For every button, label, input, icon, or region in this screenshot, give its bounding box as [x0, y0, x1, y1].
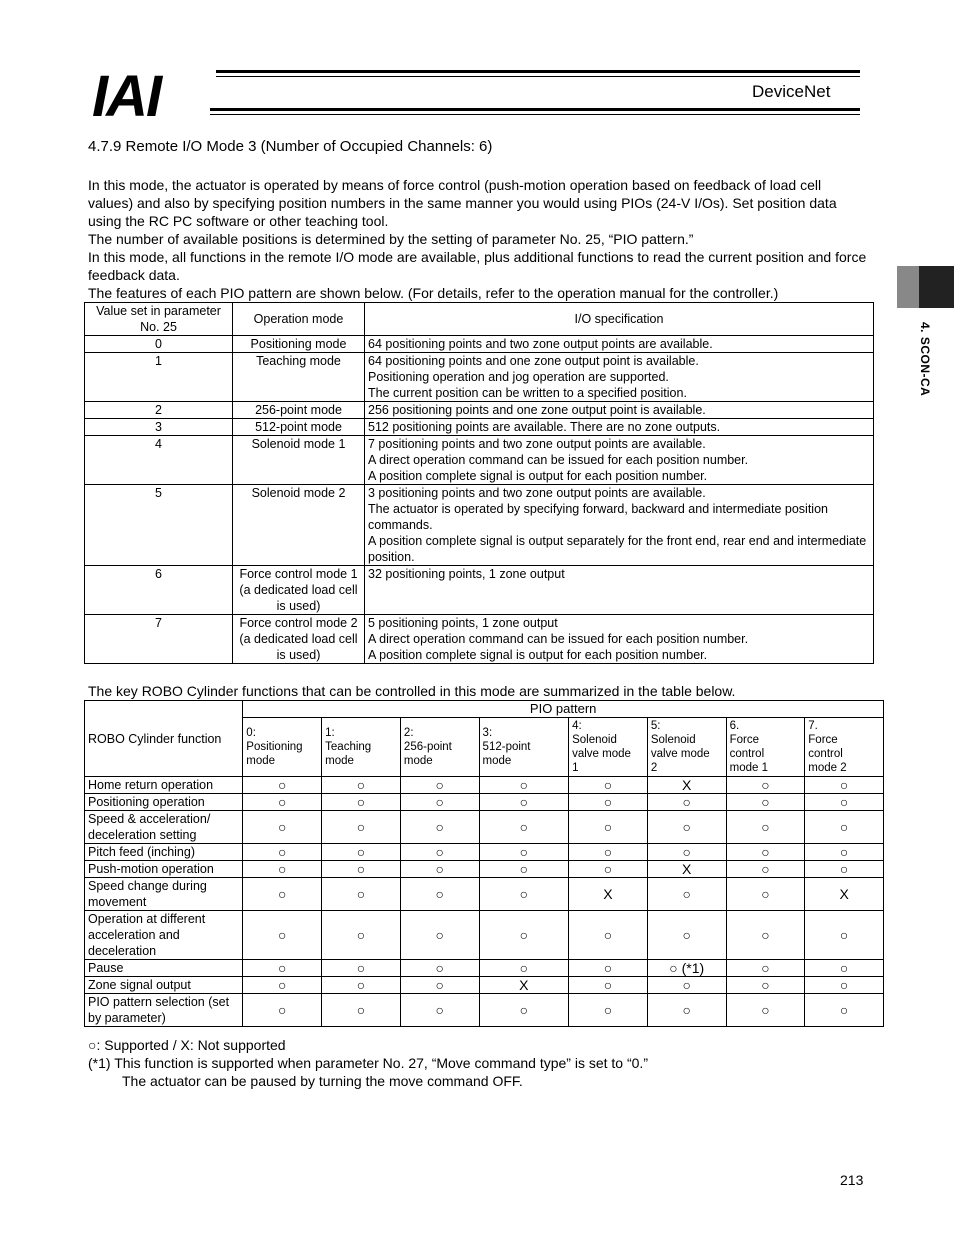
- pattern-header: 5: Solenoid valve mode 2: [647, 718, 726, 777]
- support-mark: ○: [569, 811, 648, 844]
- io-specification: [365, 336, 874, 353]
- support-mark: ○: [726, 878, 805, 911]
- io-specification: [365, 402, 874, 419]
- support-mark: ○: [479, 911, 569, 960]
- support-mark: ○: [322, 811, 401, 844]
- spec-line: 5 positioning points, 1 zone output: [368, 616, 558, 630]
- table-row: [85, 878, 884, 911]
- support-mark: ○: [322, 994, 401, 1027]
- table-row: [85, 794, 884, 811]
- parameter-value: 3: [85, 419, 233, 436]
- operation-mode: Force control mode 2 (a dedicated load cell is used): [233, 615, 365, 664]
- spec-line: Positioning operation and jog operation are supported.: [368, 370, 669, 384]
- support-mark: ○: [400, 960, 479, 977]
- function-name: Operation at different acceleration and deceleration: [85, 911, 243, 960]
- support-mark: ○: [479, 960, 569, 977]
- pattern-header: 3: 512-point mode: [479, 718, 569, 777]
- support-mark: X: [647, 777, 726, 794]
- support-mark: ○: [243, 994, 322, 1027]
- support-mark: ○: [400, 811, 479, 844]
- column-header: Operation mode: [233, 303, 365, 336]
- parameter-value: 6: [85, 566, 233, 615]
- support-mark: X: [647, 861, 726, 878]
- section-heading: 4.7.9 Remote I/O Mode 3 (Number of Occupied Channels: 6): [88, 138, 493, 155]
- spec-line: The actuator is operated by specifying forward, backward and intermediate position commands.: [368, 502, 828, 532]
- paragraph: In this mode, the actuator is operated by means of force control (push-motion operation based on feedback of load cell values) and also by specifying position numbers in the same manner you would using PIOs (24-V I/Os). Set position data using the RC PC software or other teaching tool.: [88, 177, 837, 229]
- spec-line: 3 positioning points and two zone output points are available.: [368, 486, 706, 500]
- io-specification: [365, 353, 874, 402]
- iai-logo: IAI: [92, 64, 161, 129]
- support-mark: ○: [805, 994, 884, 1027]
- parameter-value: 5: [85, 485, 233, 566]
- support-mark: ○ (*1): [647, 960, 726, 977]
- table-row: [85, 861, 884, 878]
- function-table: [84, 700, 884, 1027]
- table-row: [85, 615, 874, 664]
- operation-mode: Solenoid mode 1: [233, 436, 365, 485]
- support-mark: ○: [400, 777, 479, 794]
- table-row: [85, 353, 874, 402]
- support-mark: ○: [805, 960, 884, 977]
- page-number: 213: [840, 1172, 864, 1188]
- pattern-header: 4: Solenoid valve mode 1: [569, 718, 648, 777]
- support-mark: ○: [322, 960, 401, 977]
- function-name: Positioning operation: [85, 794, 243, 811]
- table-row: [85, 960, 884, 977]
- pattern-header: 1: Teaching mode: [322, 718, 401, 777]
- support-mark: ○: [726, 977, 805, 994]
- column-header: I/O specification: [365, 303, 874, 336]
- support-mark: ○: [322, 911, 401, 960]
- support-mark: ○: [647, 977, 726, 994]
- paragraph: The key ROBO Cylinder functions that can be controlled in this mode are summarized in the table below.: [88, 683, 736, 699]
- support-mark: ○: [647, 878, 726, 911]
- function-name: Speed & acceleration/ deceleration setting: [85, 811, 243, 844]
- support-mark: ○: [569, 777, 648, 794]
- paragraph: The features of each PIO pattern are shown below. (For details, refer to the operation manual for the controller.): [88, 285, 779, 301]
- support-mark: ○: [322, 844, 401, 861]
- table-row: [85, 977, 884, 994]
- function-name: Speed change during movement: [85, 878, 243, 911]
- parameter-value: 7: [85, 615, 233, 664]
- support-mark: ○: [647, 844, 726, 861]
- table-row: [85, 777, 884, 794]
- support-mark: ○: [243, 878, 322, 911]
- io-specification: [365, 419, 874, 436]
- spec-line: A position complete signal is output for each position number.: [368, 648, 708, 662]
- operation-mode: Teaching mode: [233, 353, 365, 402]
- support-mark: ○: [569, 960, 648, 977]
- paragraph: In this mode, all functions in the remote I/O mode are available, plus additional functions to read the current position and force feedback data.: [88, 249, 867, 283]
- legend-note: ○: Supported / X: Not supported: [88, 1037, 286, 1053]
- support-mark: ○: [479, 994, 569, 1027]
- side-tab-marker: [897, 266, 919, 308]
- support-mark: ○: [400, 844, 479, 861]
- operation-mode: Solenoid mode 2: [233, 485, 365, 566]
- support-mark: ○: [479, 794, 569, 811]
- support-mark: ○: [805, 794, 884, 811]
- support-mark: X: [479, 977, 569, 994]
- support-mark: ○: [243, 811, 322, 844]
- product-name: DeviceNet: [752, 82, 831, 101]
- support-mark: ○: [726, 911, 805, 960]
- support-mark: ○: [569, 911, 648, 960]
- function-name: Pause: [85, 960, 243, 977]
- support-mark: ○: [805, 844, 884, 861]
- support-mark: ○: [400, 911, 479, 960]
- support-mark: ○: [805, 811, 884, 844]
- pattern-header: 0: Positioning mode: [243, 718, 322, 777]
- io-specification: [365, 436, 874, 485]
- parameter-value: 4: [85, 436, 233, 485]
- table-row: [85, 485, 874, 566]
- support-mark: ○: [322, 777, 401, 794]
- function-name: PIO pattern selection (set by parameter): [85, 994, 243, 1027]
- support-mark: ○: [726, 861, 805, 878]
- footnote: The actuator can be paused by turning the move command OFF.: [122, 1073, 523, 1089]
- table-row: [85, 402, 874, 419]
- support-mark: ○: [479, 878, 569, 911]
- operation-mode: 512-point mode: [233, 419, 365, 436]
- spec-line: 64 positioning points and two zone output points are available.: [368, 337, 713, 351]
- table-row: [85, 994, 884, 1027]
- support-mark: ○: [569, 977, 648, 994]
- support-mark: ○: [647, 811, 726, 844]
- parameter-value: 0: [85, 336, 233, 353]
- support-mark: ○: [243, 977, 322, 994]
- side-tab-label: 4. SCON-CA: [918, 322, 932, 397]
- support-mark: ○: [569, 994, 648, 1027]
- support-mark: ○: [805, 977, 884, 994]
- pattern-header: 2: 256-point mode: [400, 718, 479, 777]
- support-mark: ○: [569, 794, 648, 811]
- support-mark: ○: [322, 794, 401, 811]
- spec-line: 256 positioning points and one zone output point is available.: [368, 403, 706, 417]
- support-mark: ○: [479, 861, 569, 878]
- support-mark: ○: [243, 777, 322, 794]
- operation-mode: Positioning mode: [233, 336, 365, 353]
- spec-line: 32 positioning points, 1 zone output: [368, 567, 565, 581]
- header-rule: [216, 70, 860, 73]
- support-mark: ○: [647, 911, 726, 960]
- table-row: [85, 844, 884, 861]
- support-mark: ○: [479, 811, 569, 844]
- support-mark: ○: [647, 794, 726, 811]
- table-row: [85, 811, 884, 844]
- support-mark: ○: [243, 844, 322, 861]
- paragraph: The number of available positions is determined by the setting of parameter No. 25, “PIO pattern.”: [88, 231, 694, 247]
- support-mark: ○: [322, 878, 401, 911]
- support-mark: ○: [400, 794, 479, 811]
- header-rule: [216, 76, 860, 77]
- pio-pattern-table: [84, 302, 874, 664]
- support-mark: ○: [400, 861, 479, 878]
- column-header: ROBO Cylinder function: [85, 701, 243, 777]
- support-mark: X: [569, 878, 648, 911]
- support-mark: ○: [322, 977, 401, 994]
- table-header-row: [85, 303, 874, 336]
- table-row: [85, 336, 874, 353]
- support-mark: ○: [726, 960, 805, 977]
- function-name: Pitch feed (inching): [85, 844, 243, 861]
- header-rule: [210, 108, 860, 111]
- support-mark: ○: [479, 777, 569, 794]
- group-header: PIO pattern: [243, 701, 884, 718]
- support-mark: ○: [243, 911, 322, 960]
- support-mark: ○: [243, 861, 322, 878]
- spec-line: 7 positioning points and two zone output points are available.: [368, 437, 706, 451]
- support-mark: ○: [322, 861, 401, 878]
- support-mark: ○: [647, 994, 726, 1027]
- spec-line: A direct operation command can be issued for each position number.: [368, 632, 749, 646]
- support-mark: ○: [479, 844, 569, 861]
- support-mark: ○: [400, 878, 479, 911]
- spec-line: A position complete signal is output for each position number.: [368, 469, 708, 483]
- spec-line: 512 positioning points are available. There are no zone outputs.: [368, 420, 721, 434]
- function-name: Zone signal output: [85, 977, 243, 994]
- spec-line: 64 positioning points and one zone output point is available.: [368, 354, 699, 368]
- column-header: Value set in parameter No. 25: [85, 303, 233, 336]
- spec-line: A direct operation command can be issued for each position number.: [368, 453, 749, 467]
- support-mark: ○: [243, 794, 322, 811]
- side-tab-marker: [919, 266, 954, 308]
- io-specification: [365, 566, 874, 615]
- function-name: Push-motion operation: [85, 861, 243, 878]
- support-mark: ○: [726, 811, 805, 844]
- table-header-row: [85, 701, 884, 718]
- spec-line: The current position can be written to a specified position.: [368, 386, 687, 400]
- support-mark: ○: [400, 994, 479, 1027]
- spec-line: A position complete signal is output separately for the front end, rear end and intermediate position.: [368, 534, 867, 564]
- support-mark: ○: [805, 777, 884, 794]
- support-mark: ○: [726, 844, 805, 861]
- table-row: [85, 436, 874, 485]
- table-row: [85, 566, 874, 615]
- support-mark: ○: [726, 994, 805, 1027]
- support-mark: ○: [805, 861, 884, 878]
- support-mark: ○: [726, 777, 805, 794]
- support-mark: ○: [726, 794, 805, 811]
- support-mark: ○: [243, 960, 322, 977]
- pattern-header: 6. Force control mode 1: [726, 718, 805, 777]
- header-rule: [210, 114, 860, 115]
- io-specification: [365, 485, 874, 566]
- function-name: Home return operation: [85, 777, 243, 794]
- support-mark: ○: [400, 977, 479, 994]
- operation-mode: 256-point mode: [233, 402, 365, 419]
- parameter-value: 2: [85, 402, 233, 419]
- table-row: [85, 419, 874, 436]
- support-mark: ○: [569, 844, 648, 861]
- support-mark: X: [805, 878, 884, 911]
- table-row: [85, 911, 884, 960]
- pattern-header: 7. Force control mode 2: [805, 718, 884, 777]
- io-specification: [365, 615, 874, 664]
- support-mark: ○: [569, 861, 648, 878]
- support-mark: ○: [805, 911, 884, 960]
- footnote: (*1) This function is supported when parameter No. 27, “Move command type” is set to “0.”: [88, 1055, 648, 1071]
- parameter-value: 1: [85, 353, 233, 402]
- operation-mode: Force control mode 1 (a dedicated load cell is used): [233, 566, 365, 615]
